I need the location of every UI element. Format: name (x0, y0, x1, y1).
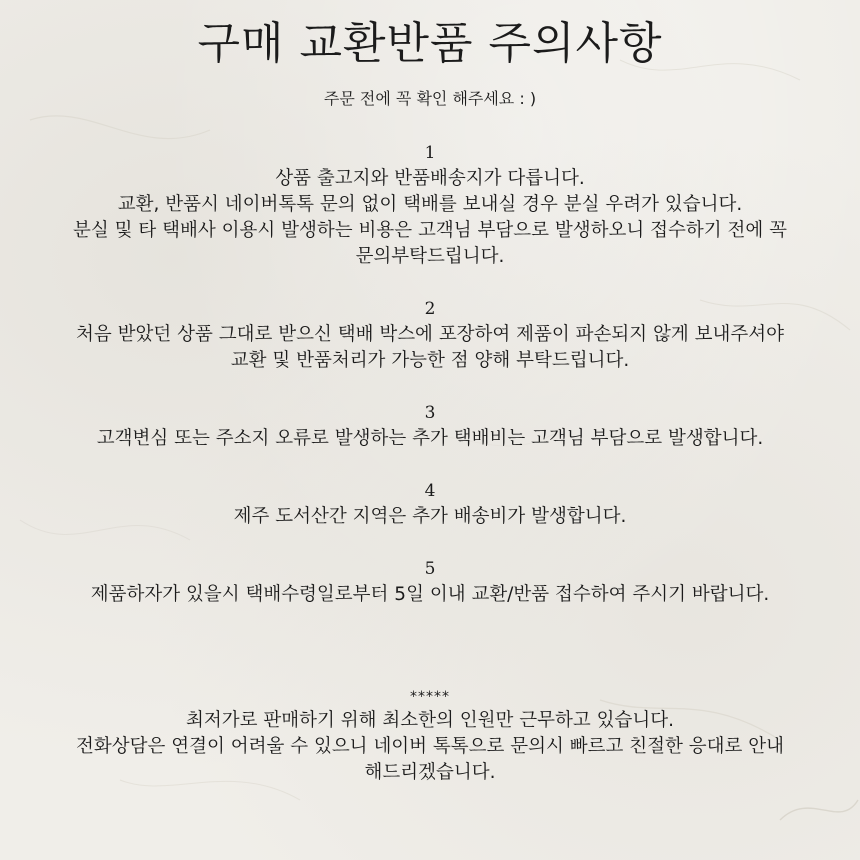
section-number: 3 (424, 403, 436, 423)
section-line: 제주 도서산간 지역은 추가 배송비가 발생합니다. (233, 506, 627, 527)
footer-line: 최저가로 판매하기 위해 최소한의 인원만 근무하고 있습니다. (186, 710, 674, 731)
section-number: 5 (424, 559, 436, 579)
section-line: 교환 및 반품처리가 가능한 점 양해 부탁드립니다. (230, 350, 630, 371)
section-line: 분실 및 타 택배사 이용시 발생하는 비용은 고객님 부담으로 발생하오니 접수하기 전에 꼭 (73, 220, 787, 241)
notice-section-1 (0, 140, 860, 270)
notice-section-5 (0, 556, 860, 608)
notice-section-2 (0, 296, 860, 374)
notice-section-3 (0, 400, 860, 452)
notice-section-4 (0, 478, 860, 530)
section-line: 처음 받았던 상품 그대로 받으신 택배 박스에 포장하여 제품이 파손되지 않게 보내주셔야 (75, 324, 785, 345)
section-line: 문의부탁드립니다. (355, 246, 505, 267)
section-line: 교환, 반품시 네이버톡톡 문의 없이 택배를 보내실 경우 분실 우려가 있습니다. (117, 194, 743, 215)
footer-line: 전화상담은 연결이 어려울 수 있으니 네이버 톡톡으로 문의시 빠르고 친절한 응대로 안내 (75, 736, 785, 757)
section-number: 2 (424, 299, 436, 319)
footer-notice (0, 686, 860, 786)
footer-line: 해드리겠습니다. (364, 762, 496, 783)
page-subtitle: 주문 전에 꼭 확인 해주세요 : ) (323, 89, 537, 108)
section-number: 4 (424, 481, 436, 501)
section-line: 고객변심 또는 주소지 오류로 발생하는 추가 택배비는 고객님 부담으로 발생합니다. (96, 428, 764, 449)
section-line: 상품 출고지와 반품배송지가 다릅니다. (275, 168, 585, 189)
section-number: 1 (424, 143, 436, 163)
footer-divider-stars: ***** (410, 689, 450, 705)
section-line: 제품하자가 있을시 택배수령일로부터 5일 이내 교환/반품 접수하여 주시기 바랍니다. (90, 584, 770, 605)
page-title: 구매 교환반품 주의사항 (197, 18, 663, 69)
